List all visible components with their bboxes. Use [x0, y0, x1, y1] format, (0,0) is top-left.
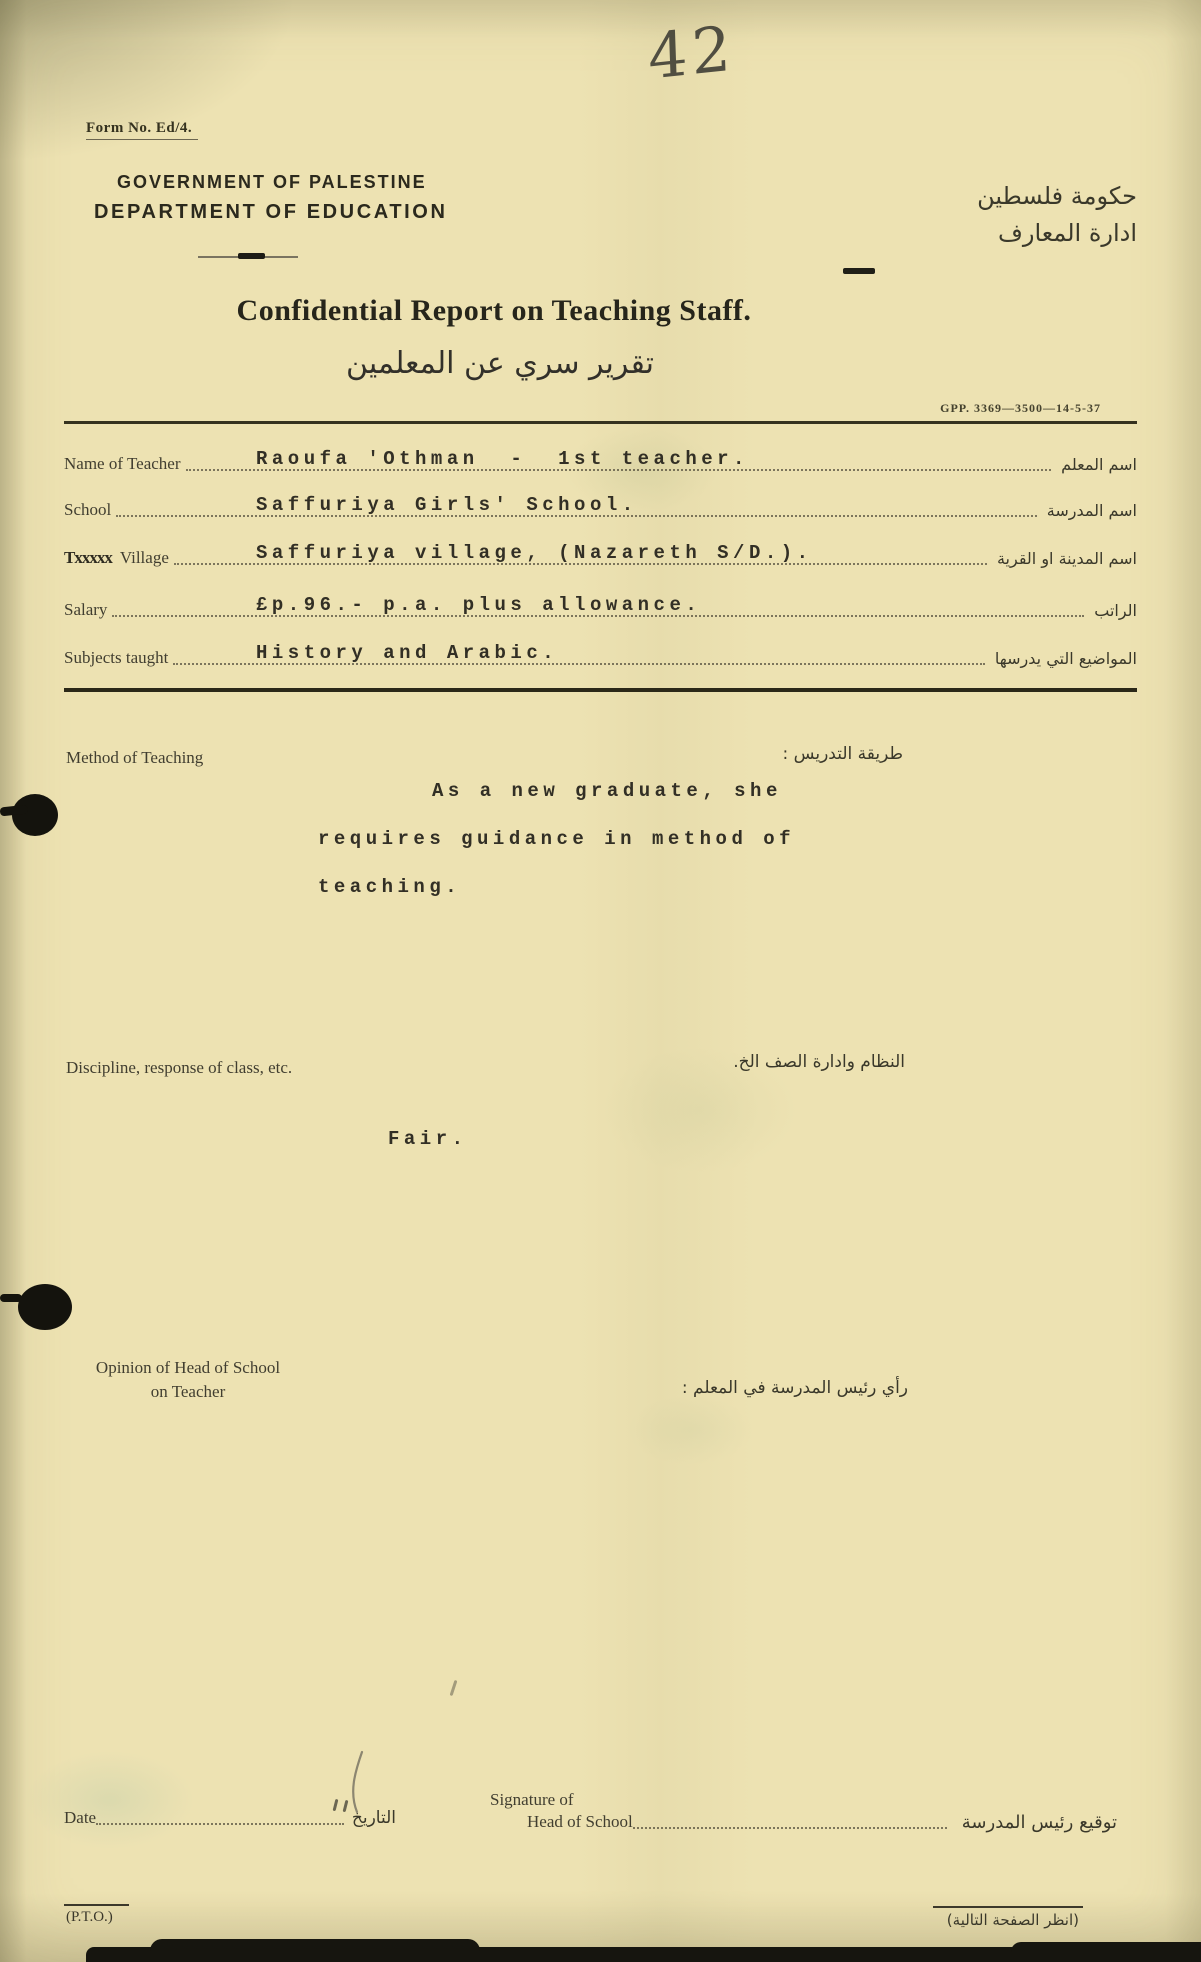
section-label-discipline: Discipline, response of class, etc. [66, 1058, 293, 1077]
field-label: Subjects taught [64, 648, 169, 667]
scan-edge-strip [150, 1939, 480, 1962]
section-label-method-arabic: طريقة التدريس : [782, 744, 903, 764]
field-label-arabic: اسم المدرسة [1046, 501, 1137, 520]
section-label-method: Method of Teaching [66, 748, 204, 767]
pencil-stroke [346, 1750, 370, 1814]
method-typed-line: requires guidance in method of [318, 828, 796, 850]
government-title: GOVERNMENT OF PALESTINE [117, 172, 427, 192]
field-row-village [64, 538, 1137, 568]
department-title-arabic: ادارة المعارف [997, 219, 1137, 247]
pencil-mark [450, 1680, 458, 1696]
scan-edge-strip [1011, 1942, 1201, 1962]
print-reference: GPP. 3369—3500—14-5-37 [940, 401, 1101, 415]
document-title: Confidential Report on Teaching Staff. [236, 294, 752, 327]
dotted-leader [96, 1823, 344, 1825]
field-value-typed: History and Arabic. [256, 642, 559, 664]
rule-top [64, 421, 1137, 424]
arabic-header-divider [843, 268, 875, 274]
date-line [64, 1808, 396, 1828]
discipline-typed-value: Fair. [388, 1128, 468, 1150]
field-label-arabic: اسم المعلم [1061, 455, 1137, 474]
field-label: School [64, 500, 112, 519]
section-label-opinion [70, 1356, 306, 1404]
field-value-typed: Saffuriya Girls' School. [256, 494, 638, 516]
field-label-arabic: المواضيع التي يدرسها [994, 649, 1137, 668]
struck-out-word: Txxxxx [64, 548, 112, 567]
field-value-typed: £p.96.- p.a. plus allowance. [256, 594, 702, 616]
signature-line [527, 1812, 947, 1832]
header-divider-thick [238, 253, 265, 259]
section-label-opinion-arabic: رأي رئيس المدرسة في المعلم : [681, 1378, 908, 1398]
field-value-typed: Saffuriya village, (Nazareth S/D.). [256, 542, 813, 564]
punch-hole-tail [0, 1294, 22, 1302]
form-number: Form No. Ed/4. [86, 120, 198, 140]
field-label: Salary [64, 600, 108, 619]
method-typed-line: As a new graduate, she [432, 780, 782, 802]
document-title-arabic: تقرير سري عن المعلمين [346, 346, 654, 381]
date-label-arabic: التاريخ [351, 1808, 396, 1828]
signature-label-line2: Head of School [527, 1812, 633, 1831]
government-title-arabic: حكومة فلسطين [977, 182, 1137, 210]
field-value-typed: Raoufa 'Othman - 1st teacher. [256, 448, 749, 470]
field-row-school [64, 490, 1137, 520]
field-label-arabic: اسم المدينة او القرية [996, 549, 1137, 568]
signature-label-arabic: توقيع رئيس المدرسة [961, 1812, 1117, 1833]
punch-hole-mark [12, 794, 58, 836]
field-label-arabic: الراتب [1094, 601, 1137, 620]
dotted-leader [633, 1827, 947, 1829]
field-label: Name of Teacher [64, 454, 181, 473]
date-label: Date [64, 1808, 97, 1827]
field-row-subjects [64, 638, 1137, 668]
handwritten-page-number: 42 [646, 11, 736, 94]
pto-note-arabic: (انظر الصفحة التالية) [933, 1906, 1083, 1929]
rule-middle [64, 688, 1137, 692]
department-title: DEPARTMENT OF EDUCATION [94, 201, 448, 223]
opinion-label-line1: Opinion of Head of School [95, 1358, 281, 1377]
method-typed-line: teaching. [318, 876, 462, 898]
field-row-teacher-name [64, 444, 1137, 474]
field-label: Village [119, 548, 169, 567]
signature-label-line1: Signature of [490, 1790, 574, 1809]
field-row-salary [64, 590, 1137, 620]
section-label-discipline-arabic: النظام وادارة الصف الخ. [733, 1052, 905, 1072]
punch-hole-mark [18, 1284, 72, 1330]
pto-note: (P.T.O.) [64, 1904, 129, 1926]
opinion-label-line2: on Teacher [150, 1382, 226, 1401]
